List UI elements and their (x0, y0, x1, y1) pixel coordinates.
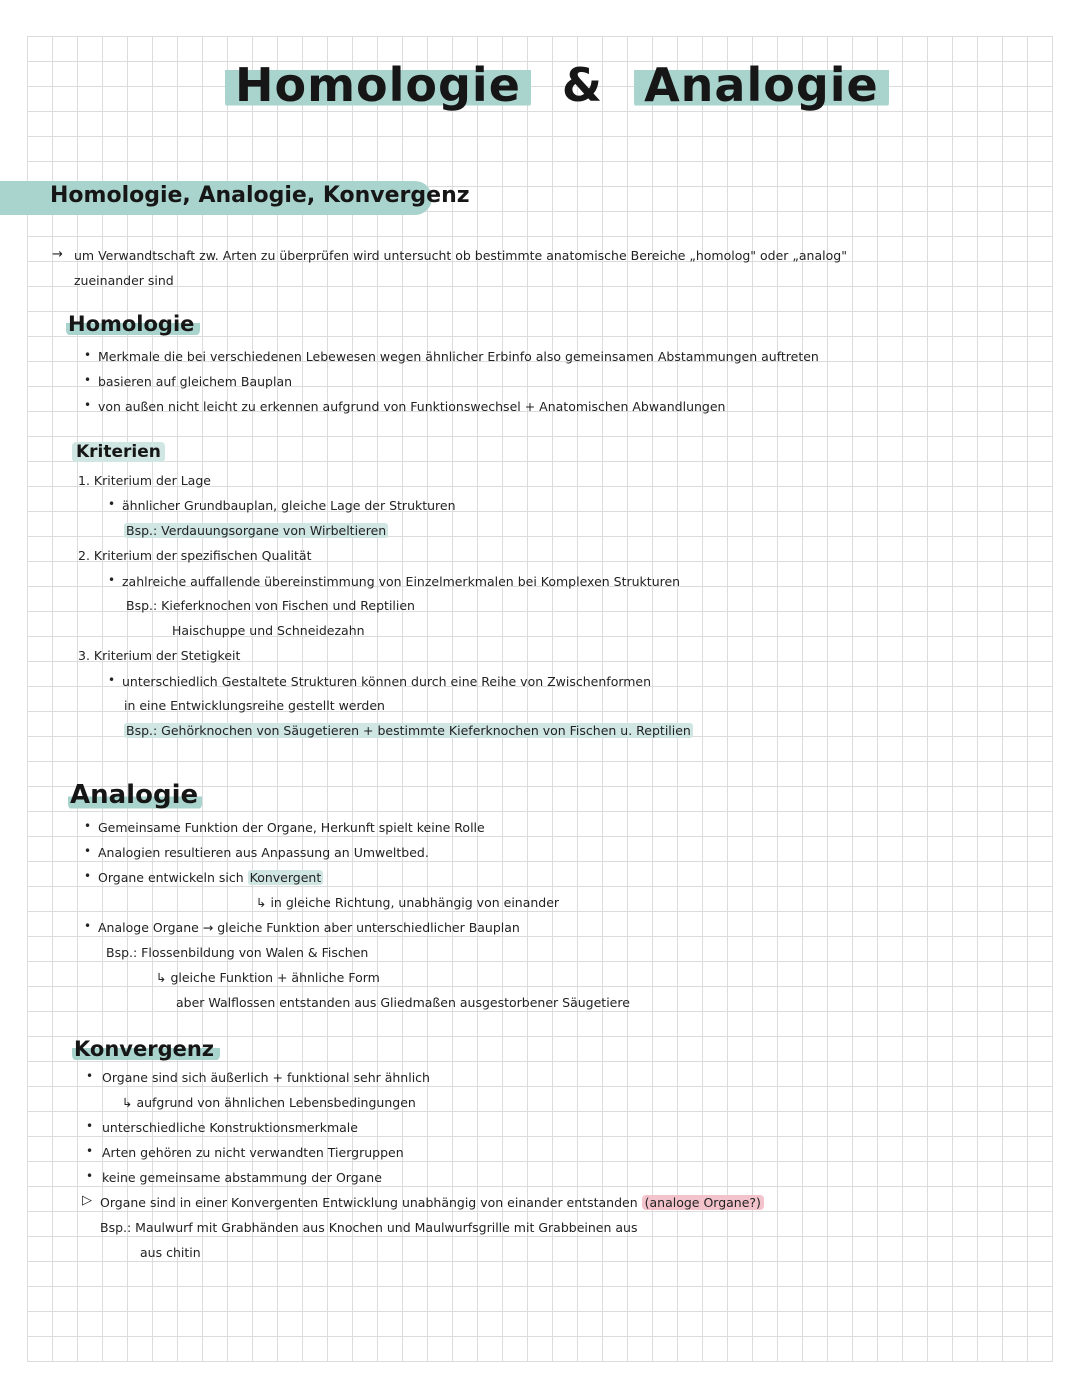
bullet-icon: • (84, 919, 92, 933)
kriterium-2-bullet: zahlreiche auffallende übereinstimmung von Einzelmerkmalen bei Komplexen Strukturen (122, 574, 681, 589)
title-part2: Analogie (634, 58, 889, 112)
kriterium-2-example-1: Bsp.: Kieferknochen von Fischen und Reptilien (126, 598, 415, 613)
konvergenz-bullet-3: Arten gehören zu nicht verwandten Tiergruppen (102, 1145, 404, 1160)
kriterium-1-title: 1. Kriterium der Lage (78, 473, 211, 488)
kriterien-heading (72, 442, 165, 462)
kriterium-3-title: 3. Kriterium der Stetigkeit (78, 648, 241, 663)
kriterium-3-bullet-1: unterschiedlich Gestaltete Strukturen können durch eine Reihe von Zwischenformen (122, 674, 652, 689)
kriterium-2-example-2: Haischuppe und Schneidezahn (172, 623, 365, 638)
page-title (225, 58, 889, 112)
bullet-icon: • (108, 497, 116, 511)
bullet-icon: • (86, 1119, 94, 1133)
kriterium-1-bullet: ähnlicher Grundbauplan, gleiche Lage der Strukturen (122, 498, 456, 513)
bullet-icon: • (84, 819, 92, 833)
homologie-bullet-2: basieren auf gleichem Bauplan (98, 374, 293, 389)
konvergenz-heading-text: Konvergenz (72, 1037, 220, 1061)
kriterium-2-title: 2. Kriterium der spezifischen Qualität (78, 548, 312, 563)
bullet-icon: • (84, 869, 92, 883)
konvergenz-example-2: aus chitin (140, 1245, 201, 1260)
bullet-icon: • (84, 398, 92, 412)
analogie-bullet-3-prefix: Organe entwickeln sich (98, 870, 244, 885)
bullet-icon: • (84, 844, 92, 858)
kriterium-1-example-text: Bsp.: Verdauungsorgane von Wirbeltieren (126, 523, 387, 538)
konvergenz-bullet-1: Organe sind sich äußerlich + funktional sehr ähnlich (102, 1070, 430, 1085)
analogie-heading-text: Analogie (68, 780, 202, 810)
paper-margin-right (1053, 0, 1080, 1397)
title-ampersand: & (561, 58, 604, 112)
konvergenz-bullet-2: unterschiedliche Konstruktionsmerkmale (102, 1120, 358, 1135)
bullet-icon: • (84, 373, 92, 387)
homologie-heading (66, 312, 200, 336)
konvergenz-heading (72, 1037, 220, 1061)
kriterium-3-bullet-2: in eine Entwicklungsreihe gestellt werden (124, 698, 385, 713)
homologie-heading-text: Homologie (66, 312, 200, 336)
intro-line-2: zueinander sind (74, 273, 174, 288)
paper-margin-top (0, 0, 1080, 36)
bullet-icon: • (108, 573, 116, 587)
bullet-icon: • (86, 1144, 94, 1158)
kriterium-3-example (124, 723, 693, 738)
intro-line-1: um Verwandtschaft zw. Arten zu überprüfen wird untersucht ob bestimmte anatomische Bereiche „homolog" oder „analog" (74, 248, 847, 263)
bullet-icon: • (84, 348, 92, 362)
analogie-heading (68, 780, 202, 810)
analogie-bullet-2: Analogien resultieren aus Anpassung an Umweltbed. (98, 845, 429, 860)
homologie-bullet-3: von außen nicht leicht zu erkennen aufgrund von Funktionswechsel + Anatomischen Abwandlungen (98, 399, 726, 414)
analogie-bullet-3 (98, 870, 323, 885)
konvergenz-conclusion-text: Organe sind in einer Konvergenten Entwicklung unabhängig von einander entstanden (100, 1195, 638, 1210)
intro-arrow-icon: → (52, 247, 63, 262)
section-title: Homologie, Analogie, Konvergenz (50, 183, 470, 208)
analogie-example-sub-1: ↳ gleiche Funktion + ähnliche Form (156, 970, 380, 985)
analogie-bullet-3-sub: ↳ in gleiche Richtung, unabhängig von einander (256, 895, 560, 910)
kriterium-1-example (124, 523, 388, 538)
kriterium-3-example-text: Bsp.: Gehörknochen von Säugetieren + bestimmte Kieferknochen von Fischen u. Reptilien (126, 723, 691, 738)
analogie-example-sub-2: aber Walflossen entstanden aus Gliedmaßen ausgestorbener Säugetiere (176, 995, 630, 1010)
konvergenz-example-1: Bsp.: Maulwurf mit Grabhänden aus Knochen und Maulwurfsgrille mit Grabbeinen aus (100, 1220, 638, 1235)
konvergenz-conclusion (100, 1195, 764, 1210)
paper-margin-bottom (0, 1362, 1080, 1397)
konvergenz-bullet-4: keine gemeinsame abstammung der Organe (102, 1170, 382, 1185)
analogie-bullet-1: Gemeinsame Funktion der Organe, Herkunft spielt keine Rolle (98, 820, 485, 835)
analogie-bullet-4: Analoge Organe → gleiche Funktion aber unterschiedlicher Bauplan (98, 920, 520, 935)
kriterien-heading-text: Kriterien (72, 442, 165, 462)
analogie-example: Bsp.: Flossenbildung von Walen & Fischen (106, 945, 369, 960)
bullet-icon: • (86, 1169, 94, 1183)
bullet-icon: • (86, 1069, 94, 1083)
analogie-bullet-3-highlight: Konvergent (249, 870, 322, 885)
homologie-bullet-1: Merkmale die bei verschiedenen Lebewesen wegen ähnlicher Erbinfo also gemeinsamen Abstammungen auftreten (98, 349, 819, 364)
konvergenz-bullet-1-sub: ↳ aufgrund von ähnlichen Lebensbedingungen (122, 1095, 416, 1110)
konvergenz-conclusion-note: (analoge Organe?) (642, 1195, 764, 1210)
title-part1: Homologie (225, 58, 531, 112)
triangle-arrow-icon: ▷ (82, 1193, 92, 1208)
bullet-icon: • (108, 673, 116, 687)
